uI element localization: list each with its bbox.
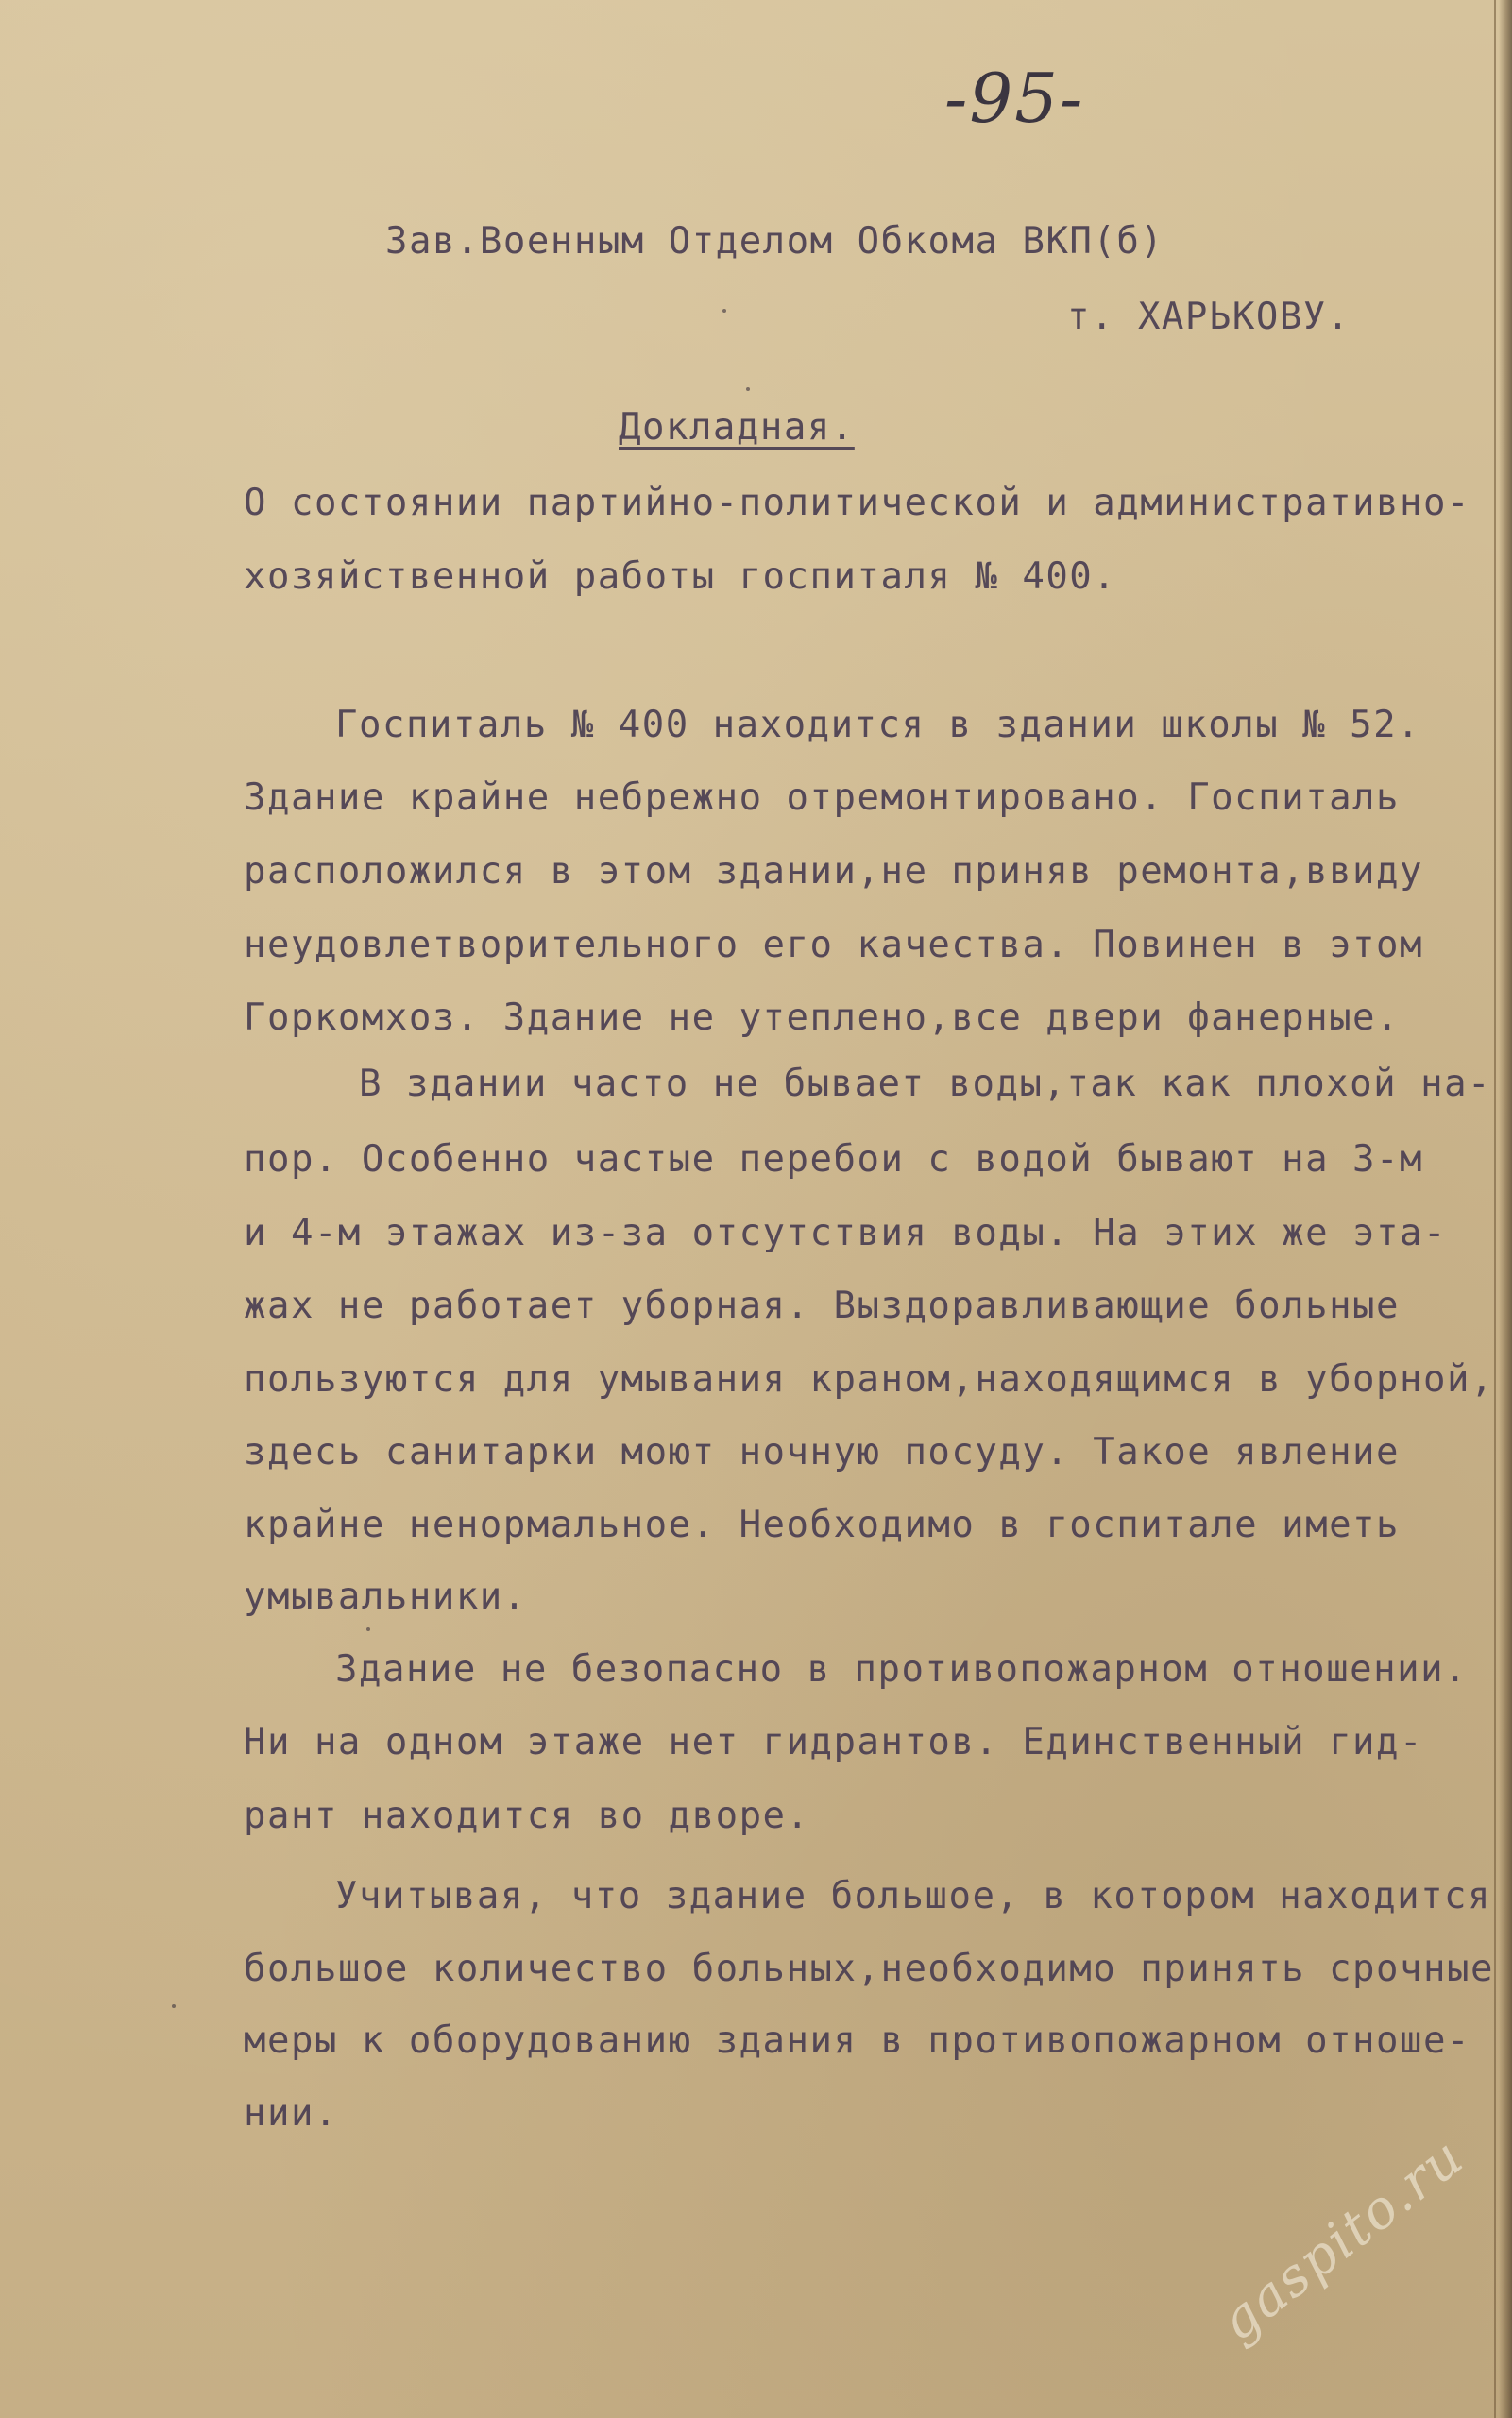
body-line: жах не работает уборная. Выздоравливающие больные	[244, 1285, 1401, 1327]
body-line: неудовлетворительного его качества. Повинен в этом	[244, 924, 1423, 966]
page-edge-line	[1494, 0, 1496, 2418]
paper-speck	[722, 309, 726, 313]
subject-line-1: О состоянии партийно-политической и административно-	[244, 482, 1470, 524]
body-line: В здании часто не бывает воды,так как плохой на-	[359, 1063, 1492, 1105]
body-line: расположился в этом здании,не приняв ремонта,ввиду	[244, 850, 1423, 893]
document-title: Докладная.	[619, 406, 855, 449]
body-line: и 4-м этажах из-за отсутствия воды. На этих же эта-	[244, 1212, 1447, 1254]
body-line: Горкомхоз. Здание не утеплено,все двери фанерные.	[244, 996, 1401, 1039]
body-line: умывальники.	[244, 1575, 527, 1618]
body-line: пор. Особенно частые перебои с водой бывают на 3-м	[244, 1138, 1423, 1181]
body-line: Здание не безопасно в противопожарном отношении.	[335, 1648, 1469, 1691]
page-number: -95-	[944, 59, 1085, 138]
body-line: Учитывая, что здание большое, в котором находится	[335, 1875, 1492, 1917]
body-line: меры к оборудованию здания в противопожарном отноше-	[244, 2019, 1470, 2062]
body-line: нии.	[244, 2092, 338, 2135]
body-line: крайне ненормальное. Необходимо в госпитале иметь	[244, 1504, 1401, 1546]
subject-line-2: хозяйственной работы госпиталя № 400.	[244, 555, 1117, 598]
paper-speck	[746, 387, 750, 391]
body-line: Здание крайне небрежно отремонтировано. Госпиталь	[244, 776, 1401, 819]
body-line: пользуются для умывания краном,находящимся в уборной,	[244, 1358, 1494, 1401]
watermark: gaspito.ru	[1209, 2125, 1476, 2354]
addressee-line-1: Зав.Военным Отделом Обкома ВКП(б)	[385, 220, 1164, 263]
body-line: рант находится во дворе.	[244, 1795, 810, 1837]
body-line: большое количество больных,необходимо принять срочные	[244, 1948, 1494, 1990]
paper-speck	[366, 1627, 370, 1631]
body-line: здесь санитарки моют ночную посуду. Такое явление	[244, 1431, 1401, 1473]
addressee-line-2: т. ХАРЬКОВУ.	[1067, 296, 1351, 338]
body-line: Госпиталь № 400 находится в здании школы № 52.	[335, 704, 1421, 746]
body-line: Ни на одном этаже нет гидрантов. Единственный гид-	[244, 1721, 1423, 1763]
page-edge-shadow	[1499, 0, 1512, 2418]
paper-speck	[172, 2004, 176, 2008]
